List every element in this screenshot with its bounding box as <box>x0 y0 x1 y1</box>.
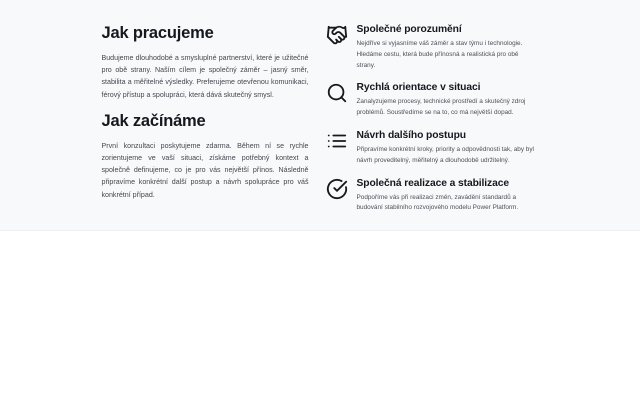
feature-description: Připravíme konkrétní kroky, priority a odpovědnosti tak, aby byl návrh proveditelný, měřitelný a dlouhodobě udržitelný. <box>356 145 534 164</box>
feature-title: Rychlá orientace v situaci <box>356 82 481 94</box>
feature-item-quick-orientation <box>326 81 539 119</box>
feature-description: Zanalyzujeme procesy, technické prostředí a skutečný zdroj problémů. Soustředíme se na to, co má největší dopad. <box>356 98 526 117</box>
check-circle-icon <box>326 178 348 200</box>
text-block-how-we-work <box>102 23 309 101</box>
feature-title: Společné porozumění <box>356 24 462 35</box>
feature-description: Podpoříme vás při realizaci změn, zavádění standardů a budování stabilního rozvojového modelu Power Platform. <box>356 193 519 212</box>
feature-text <box>357 177 539 215</box>
section-heading: Jak začínáme <box>101 111 206 130</box>
section-paragraph: Budujeme dlouhodobé a smysluplné partnerství, které je užitečné pro obě strany. Naším cílem je společný záměr – jasný směr, stabilita a měřitelné výsledky. Preferujeme otevřenou komunikaci, férový přístup a spolupráci, která dává skutečný smysl. <box>101 54 309 99</box>
handshake-icon <box>326 24 348 46</box>
feature-text <box>357 23 539 71</box>
section-paragraph: První konzultaci poskytujeme zdarma. Během ní se rychle zorientujeme ve vaší situaci, získáme potřebný kontext a společně definujeme, co je pro vás největší přínos. Následně připravíme konkrétní další postup a návrh spolupráce pro váš konkrétní případ. <box>101 141 309 199</box>
feature-text <box>357 129 539 167</box>
section-heading: Jak pracujeme <box>101 24 214 42</box>
text-block-how-we-start <box>102 111 309 201</box>
feature-item-next-steps <box>326 129 539 167</box>
feature-list <box>326 23 539 224</box>
feature-description: Nejdříve si vyjasníme váš záměr a stav týmu i technologie. Hledáme cestu, která bude přínosná a realistická pro obě strany. <box>356 40 523 69</box>
feature-item-realization <box>326 177 539 215</box>
feature-text <box>357 81 539 119</box>
search-icon <box>326 82 348 104</box>
list-icon <box>326 130 348 152</box>
feature-item-common-understanding <box>326 23 539 71</box>
feature-title: Společná realizace a stabilizace <box>356 177 509 189</box>
feature-title: Návrh dalšího postupu <box>356 129 466 141</box>
content-container <box>102 23 539 224</box>
text-column <box>102 23 309 224</box>
